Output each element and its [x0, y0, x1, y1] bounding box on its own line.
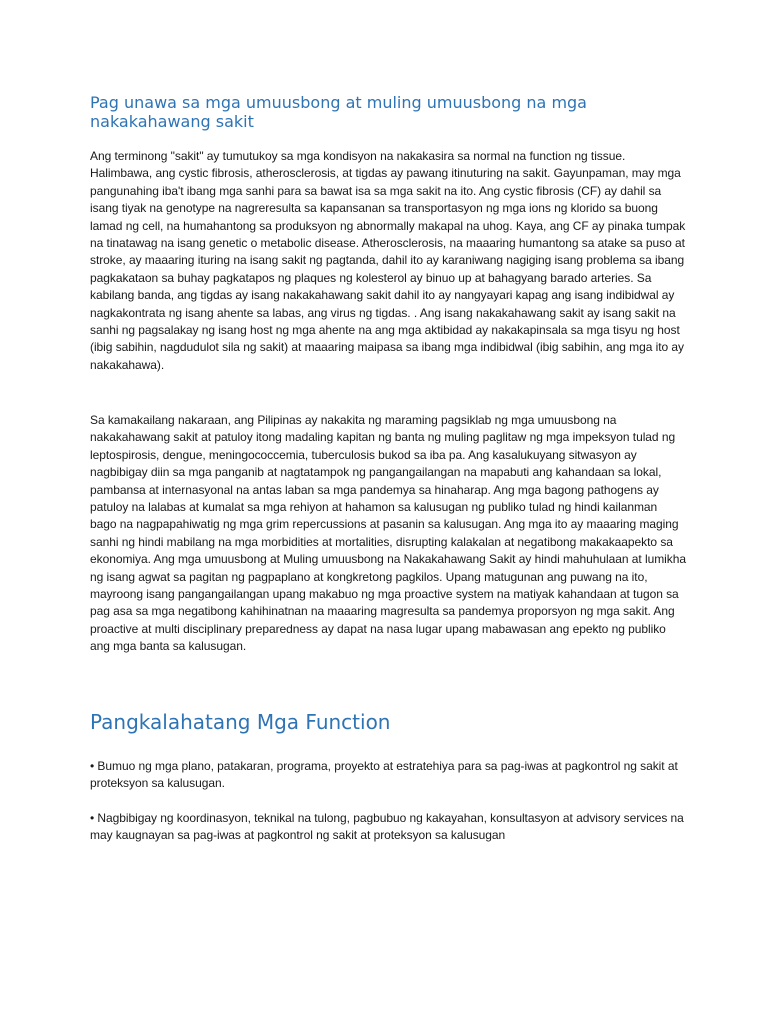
- bullet-item-plans-policies: • Bumuo ng mga plano, patakaran, programa, proyekto at estratehiya para sa pag-iwas at pagkontrol ng sakit at proteksyon sa kalusugan.: [90, 759, 678, 791]
- section-title-understanding-diseases: Pag unawa sa mga umuusbong at muling umuusbong na mga nakakahawang sakit: [90, 93, 587, 131]
- body-paragraph-disease-definition: Ang terminong "sakit" ay tumutukoy sa mga kondisyon na nakakasira sa normal na function ng tissue. Halimbawa, ang cystic fibrosis, atherosclerosis, at tigdas ay pawang itinuturing na sakit. Gayunpaman, may mga pangunahing iba't ibang mga sanhi para sa bawat isa sa mga sakit na ito. Ang cystic fibrosis (CF) ay dahil sa isang tiyak na genotype na nagreresulta sa kapansanan sa transportasyon ng mga ions ng klorido sa buong lamad ng cell, na humahantong sa produksyon ng abnormally makapal na uhog. Kaya, ang CF ay pinaka tumpak na tinatawag na isang genetic o metabolic disease. Atherosclerosis, na maaaring humantong sa atake sa puso at stroke, ay maaaring ituring na isang sakit ng pagtanda, dahil ito ay karaniwang nagiging isang problema sa ibang pagkakataon sa buhay pagkatapos ng plaques ng kolesterol ay binuo up at bahagyang barado arteries. Sa kabilang banda, ang tigdas ay isang nakakahawang sakit dahil ito ay nangyayari kapag ang isang indibidwal ay nagkakontrata ng isang ahente sa labas, ang virus ng tigdas. . Ang isang nakakahawang sakit ay isang sakit na sanhi ng pagsalakay ng isang host ng mga ahente na ang mga aktibidad ay nakakapinsala sa mga tisyu ng host (ibig sabihin, nagdudulot sila ng sakit) at maaaring maipasa sa ibang mga indibidwal (ibig sabihin, ang mga ito ay nakakahawa).: [90, 149, 686, 372]
- bullet-item-coordination-services: • Nagbibigay ng koordinasyon, teknikal na tulong, pagbubuo ng kakayahan, konsultasyon at advisory services na may kaugnayan sa pag-iwas at pagkontrol ng sakit at proteksyon sa kalusugan: [90, 811, 684, 843]
- body-paragraph-philippines-outbreaks: Sa kamakailang nakaraan, ang Pilipinas ay nakakita ng maraming pagsiklab ng mga umuusbong na nakakahawang sakit at patuloy itong madaling kapitan ng banta ng muling paglitaw ng mga impeksyon tulad ng leptospirosis, dengue, meningococcemia, tuberculosis bukod sa iba pa. Ang kasalukuyang sitwasyon ay nagbibigay diin sa mga panganib at nagtatampok ng pangangailangan na mapabuti ang kahandaan sa lokal, pambansa at internasyonal na antas laban sa mga pandemya sa hinaharap. Ang mga bagong pathogens ay patuloy na lalabas at kumalat sa mga rehiyon at hahamon sa kalusugan ng publiko tulad ng hindi kailanman bago na nagpapahiwatig ng mga grim repercussions at pasanin sa kalusugan. Ang mga ito ay maaaring maging sanhi ng hindi mabilang na mga morbidities at mortalities, disrupting kalakalan at negatibong makakaapekto sa ekonomiya. Ang mga umuusbong at Muling umuusbong na Nakakahawang Sakit ay hindi mahuhulaan at lumikha ng isang agwat sa pagitan ng pagpaplano at kongkretong pagkilos. Upang matugunan ang puwang na ito, mayroong isang pangangailangan upang makabuo ng mga proactive system na matiyak kahandaan at tugon sa pag asa sa mga negatibong kahihinatnan na maaaring magresulta sa pandemya proporsyon ng mga sakit. Ang proactive at multi disciplinary preparedness ay dapat na nasa lugar upang mabawasan ang epekto ng publiko ang mga banta sa kalusugan.: [90, 413, 686, 654]
- section-title-general-functions: Pangkalahatang Mga Function: [90, 710, 391, 734]
